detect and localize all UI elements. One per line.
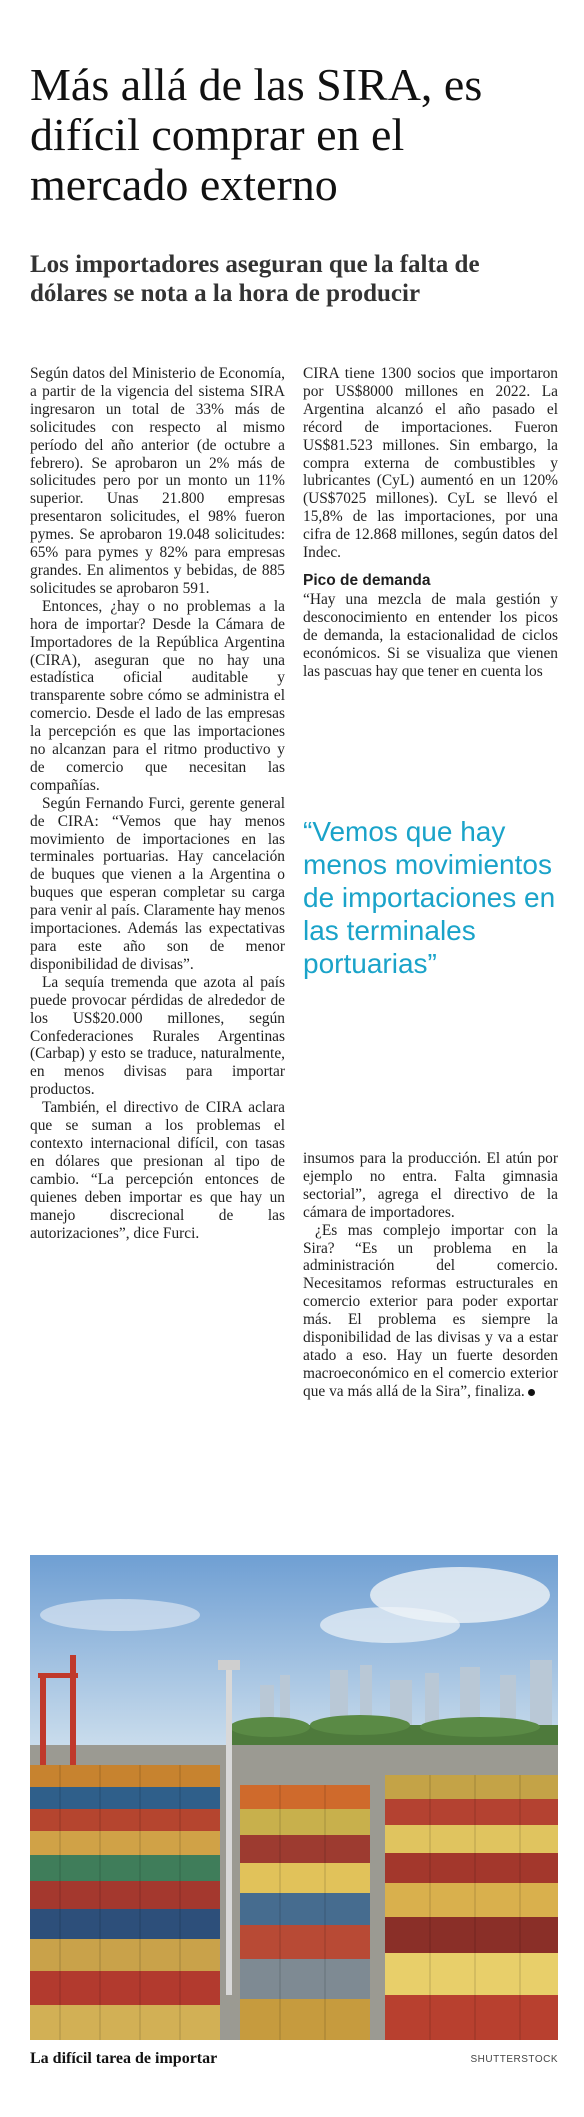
- deck: Los importadores aseguran que la falta de dólares se nota a la hora de producir: [30, 251, 480, 307]
- headline: Más allá de las SIRA, es difícil comprar en el mercado externo: [30, 59, 483, 210]
- photo-caption: La difícil tarea de importar: [30, 2050, 218, 2067]
- body-paragraph: “Hay una mezcla de mala gestión y desconocimiento en entender los picos de demanda, la estacionalidad de ciclos económicos. Si se visualiza que vienen las pascuas hay que tener en cuenta los: [303, 590, 558, 680]
- port-photo: [30, 1555, 558, 2040]
- body-paragraph: La sequía tremenda que azota al país puede provocar pérdidas de alrededor de los US$20.000 millones, según Confederaciones Rurales Argentinas (Carbap) y esto se traduce, naturalmente, en menos divisas para importar productos.: [30, 973, 285, 1099]
- port-containers-illustration: [30, 1555, 558, 2040]
- right-column-bottom: [303, 1150, 558, 1530]
- body-paragraph: [303, 1222, 558, 1401]
- body-paragraph: Según datos del Ministerio de Economía, a partir de la vigencia del sistema SIRA ingresaron un total de 33% más de solicitudes con respecto al mismo período del año anterior (de octubre a febrero). Se aprobaron un 2% más de solicitudes pero por un monto un 11% superior. Unas 21.800 empresas presentaron solicitudes, el 98% fueron pymes. Se aprobaron 19.048 solicitudes: 65% para pymes y 82% para empresas grandes. En alimentos y bebidas, de 885 solicitudes se aprobaron 591.: [30, 365, 285, 597]
- pull-quote: “Vemos que hay menos movimientos de importaciones en las terminales portuarias”: [303, 816, 556, 979]
- body-paragraph: Entonces, ¿hay o no problemas a la hora de importar? Desde la Cámara de Importadores de la República Argentina (CIRA), aseguran que no hay una estadística oficial auditable y transparente sobre cómo se administra el comercio. Desde el lado de las empresas la percepción es que las importaciones no alcanzan para el ritmo productivo y de comercio que necesitan las compañías.: [30, 597, 285, 794]
- right-column-top: [303, 365, 558, 765]
- photo-credit: SHUTTERSTOCK: [470, 2054, 558, 2065]
- body-paragraph: CIRA tiene 1300 socios que importaron por US$8000 millones en 2022. La Argentina alcanzó el año pasado el récord de importaciones. Fueron US$81.523 millones. Sin embargo, la compra externa de combustibles y lubricantes (CyL) aumentó en un 120% (US$7025 millones). CyL se llevó el 15,8% de las importaciones, por una cifra de 12.868 millones, según datos del Indec.: [303, 365, 558, 562]
- body-paragraph: También, el directivo de CIRA aclara que se suman a los problemas el contexto internacional difícil, con tasas en dólares que presionan al tipo de cambio. “La percepción entonces de quienes deben importar es que hay un manejo discrecional de las autorizaciones”, dice Furci.: [30, 1099, 285, 1242]
- subhead: Pico de demanda: [303, 571, 431, 589]
- body-text: ¿Es mas complejo importar con la Sira? “Es un problema en la administración del comercio. Necesitamos reformas estructurales en comercio exterior para poder exportar más. El problema es siempre la disponibilidad de las divisas y va a estar atado a eso. Hay un fuerte desorden macroeconómico en el comercio exterior que va más allá de la Sira”, finaliza.: [303, 1221, 558, 1400]
- body-paragraph: Según Fernando Furci, gerente general de CIRA: “Vemos que hay menos movimiento de importaciones en las terminales portuarias. Hay cancelación de buques que vienen a la Argentina o buques que esperan completar su carga para venir al país. Claramente hay menos importaciones. Además las expectativas para este año son de menor disponibilidad de divisas”.: [30, 794, 285, 973]
- left-column: [30, 365, 285, 1530]
- body-paragraph: insumos para la producción. El atún por ejemplo no entra. Falta gimnasia sectorial”, agrega el directivo de la cámara de importadores.: [303, 1150, 558, 1221]
- end-mark-icon: [528, 1389, 535, 1396]
